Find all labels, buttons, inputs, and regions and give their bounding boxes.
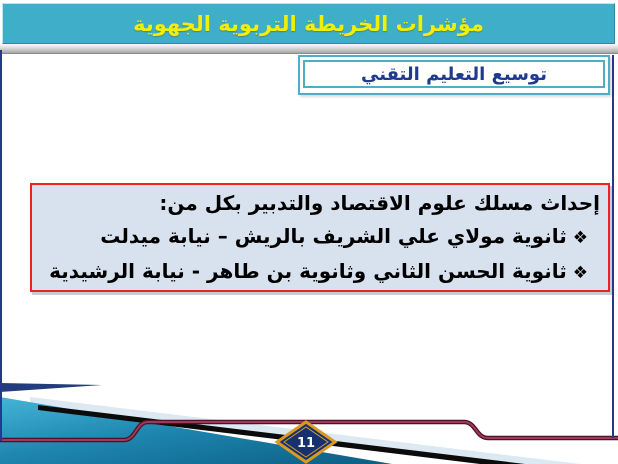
slide-title: مؤشرات الخريطة التربوية الجهوية <box>133 11 484 36</box>
bullet-text: ثانوية مولاي علي الشريف بالريش – نيابة ميدلت <box>100 224 567 248</box>
content-box <box>30 183 610 292</box>
list-item <box>38 255 600 290</box>
diamond-bullet-icon: ❖ <box>572 263 588 283</box>
subtitle-inner-border <box>303 60 605 88</box>
subtitle-text: توسيع التعليم التقني <box>361 63 547 85</box>
slide-border-left <box>0 50 2 441</box>
title-bar <box>2 3 615 44</box>
bullet-text: ثانوية الحسن الثاني وثانوية بن طاهر - نيابة الرشيدية <box>49 259 567 283</box>
slide-border-right <box>612 55 614 438</box>
title-bevel-strip <box>0 44 618 54</box>
list-item <box>38 220 600 255</box>
diamond-bullet-icon: ❖ <box>572 228 588 248</box>
subtitle-box <box>298 55 610 95</box>
page-number: 11 <box>296 436 316 451</box>
content-heading: إحداث مسلك علوم الاقتصاد والتدبير بكل من: <box>159 191 600 215</box>
navy-sliver-shape <box>0 383 102 392</box>
footer-decoration <box>0 383 618 464</box>
